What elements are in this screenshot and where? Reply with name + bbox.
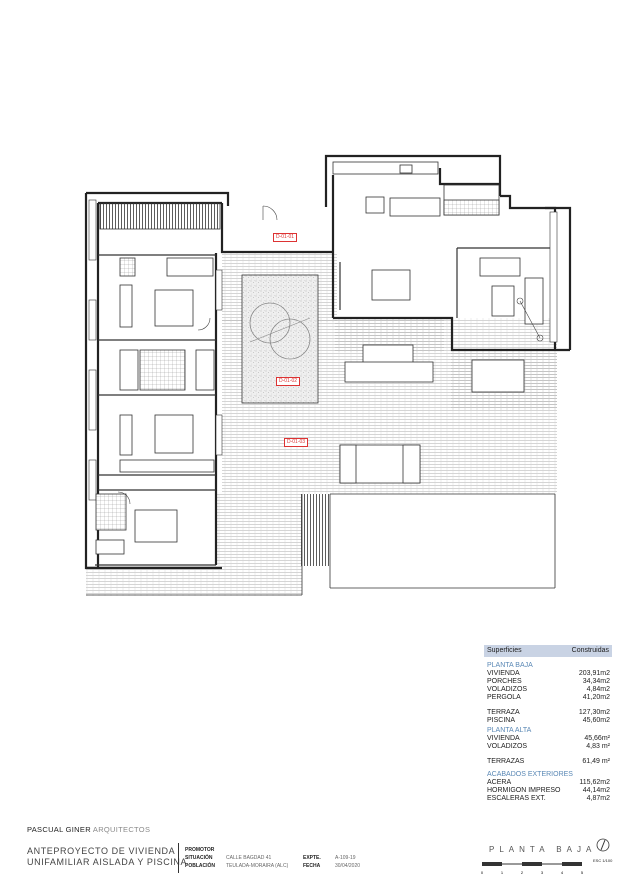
sheet-title: PLANTA BAJA xyxy=(489,845,597,854)
section-acabados: ACABADOS EXTERIORES xyxy=(487,771,573,778)
value-poblacion: TEULADA-MORAIRA (ALC) xyxy=(226,863,289,869)
room-tag: D-01-01 xyxy=(273,233,297,242)
value-situacion: CALLE BAGDAD 41 xyxy=(226,855,272,861)
label-situacion: SITUACIÓN xyxy=(185,855,213,861)
staircase xyxy=(100,203,220,229)
header-superficies: Superficies xyxy=(487,647,522,654)
value-fecha: 30/04/2020 xyxy=(335,863,361,869)
kitchen xyxy=(333,162,499,216)
value-expte: A-109-19 xyxy=(335,855,356,861)
room-tag: D-01-02 xyxy=(276,377,300,386)
area-row: ACERA 115,62m2 xyxy=(487,779,610,786)
area-row: VIVIENDA 203,91m2 xyxy=(487,670,610,677)
area-row: ESCALERAS EXT. 4,87m2 xyxy=(487,795,610,802)
area-row: HORMIGON IMPRESO 44,14m2 xyxy=(487,787,610,794)
area-row: VOLADIZOS 4,83 m² xyxy=(487,743,610,750)
scale-tick: 0 xyxy=(480,870,484,875)
section-planta-baja: PLANTA BAJA xyxy=(487,662,533,669)
office-name xyxy=(27,825,150,834)
scale-text: ESC 1/100 xyxy=(593,858,613,863)
label-poblacion: POBLACIÓN xyxy=(185,863,215,869)
room-tag: D-01-03 xyxy=(284,438,308,447)
project-title xyxy=(27,846,187,868)
project-title-line1: ANTEPROYECTO DE VIVIENDA xyxy=(27,846,176,856)
bedrooms xyxy=(96,258,214,554)
label-promotor: PROMOTOR xyxy=(185,847,215,853)
scale-tick: 5 xyxy=(580,870,584,875)
office-name-main: PASCUAL GINER xyxy=(27,825,91,834)
area-row: TERRAZAS 61,49 m² xyxy=(487,758,610,765)
area-row: PERGOLA 41,20m2 xyxy=(487,694,610,701)
area-row: TERRAZA 127,30m2 xyxy=(487,709,610,716)
areas-table-header xyxy=(484,645,612,657)
label-expte: EXPTE. xyxy=(303,855,321,861)
info-labels-2 xyxy=(303,854,321,870)
label-fecha: FECHA xyxy=(303,863,321,869)
area-row: VIVIENDA 45,66m² xyxy=(487,735,610,742)
north-arrow-icon xyxy=(596,838,610,852)
office-name-suffix: ARQUITECTOS xyxy=(92,825,151,834)
area-row: VOLADIZOS 4,84m2 xyxy=(487,686,610,693)
area-row: PORCHES 34,34m2 xyxy=(487,678,610,685)
header-construidas: Construidas xyxy=(571,647,609,654)
project-info-box xyxy=(178,843,441,873)
areas-table xyxy=(484,645,612,803)
info-values-2 xyxy=(335,854,360,870)
scale-tick: 1 xyxy=(500,870,504,875)
scale-tick: 2 xyxy=(520,870,524,875)
scale-bar xyxy=(478,858,590,878)
section-planta-alta: PLANTA ALTA xyxy=(487,727,532,734)
project-title-line2: UNIFAMILIAR AISLADA Y PISCINA xyxy=(27,857,188,867)
scale-tick: 4 xyxy=(560,870,564,875)
info-labels xyxy=(185,846,215,870)
info-values xyxy=(226,854,288,870)
scale-tick: 3 xyxy=(540,870,544,875)
area-row: PISCINA 45,60m2 xyxy=(487,717,610,724)
